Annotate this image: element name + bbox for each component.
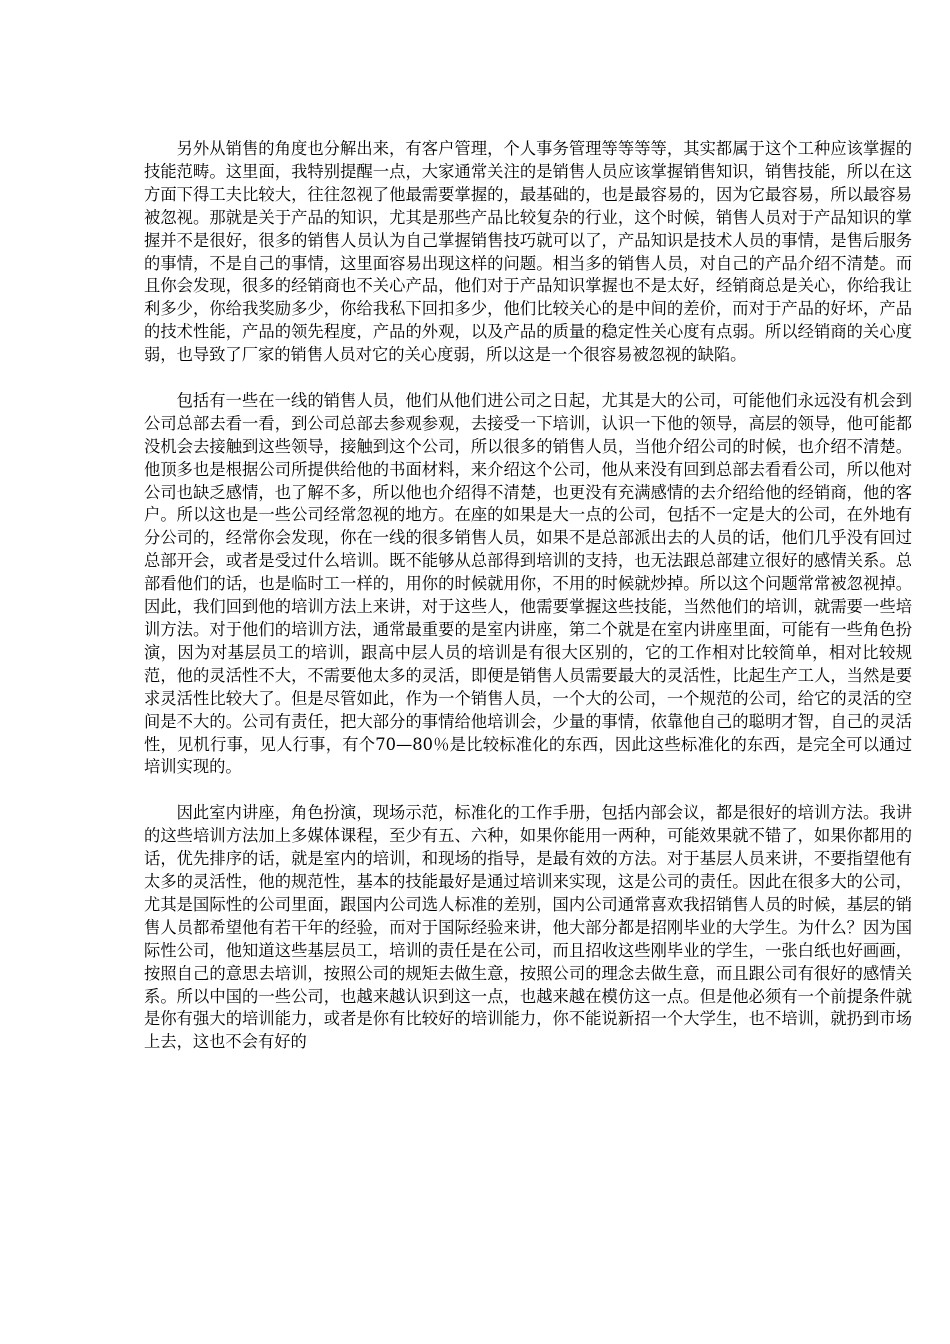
document-page (144, 138, 912, 1054)
paragraph-product-knowledge: 另外从销售的角度也分解出来，有客户管理，个人事务管理等等等等，其实都属于这个工种应该掌握的技能范畴。这里面，我特别提醒一点，大家通常关注的是销售人员应该掌握销售知识，销售技能，所以在这方面下得工夫比较大，往往忽视了他最需要掌握的，最基础的，也是最容易的，因为它最容易，所以最容易被忽视。那就是关于产品的知识，尤其是那些产品比较复杂的行业，这个时候，销售人员对于产品知识的掌握并不是很好，很多的销售人员认为自己掌握销售技巧就可以了，产品知识是技术人员的事情，是售后服务的事情，不是自己的事情，这里面容易出现这样的问题。相当多的销售人员，对自己的产品介绍不清楚。而且你会发现，很多的经销商也不关心产品，他们对于产品知识掌握也不是太好，经销商总是关心，你给我让利多少，你给我奖励多少，你给我私下回扣多少，他们比较关心的是中间的差价，而对于产品的好坏，产品的技术性能，产品的领先程度，产品的外观，以及产品的质量的稳定性关心度有点弱。所以经销商的关心度弱，也导致了厂家的销售人员对它的关心度弱，所以这是一个很容易被忽视的缺陷。 (144, 139, 912, 365)
paragraph-training-methods: 因此室内讲座，角色扮演，现场示范，标准化的工作手册，包括内部会议，都是很好的培训方法。我讲的这些培训方法加上多媒体课程，至少有五、六种，如果你能用一两种，可能效果就不错了，如果你都用的话，优先排序的话，就是室内的培训，和现场的指导，是最有效的方法。对于基层人员来讲，不要指望他有太多的灵活性，他的规范性，基本的技能最好是通过培训来实现，这是公司的责任。因此在很多大的公司，尤其是国际性的公司里面，跟国内公司选人标准的差别，国内公司通常喜欢我招销售人员的时候，基层的销售人员都希望他有若干年的经验，而对于国际经验来讲，他大部分都是招刚毕业的大学生。为什么？因为国际性公司，他知道这些基层员工，培训的责任是在公司，而且招收这些刚毕业的学生，一张白纸也好画画，按照自己的意思去培训，按照公司的规矩去做生意，按照公司的理念去做生意，而且跟公司有很好的感情关系。所以中国的一些公司，也越来越认识到这一点，也越来越在模仿这一点。但是他必须有一个前提条件就是你有强大的培训能力，或者是你有比较好的培训能力，你不能说新招一个大学生，也不培训，就扔到市场上去，这也不会有好的 (144, 803, 912, 1052)
paragraph-frontline-staff: 包括有一些在一线的销售人员，他们从他们进公司之日起，尤其是大的公司，可能他们永远没有机会到公司总部去看一看，到公司总部去参观参观，去接受一下培训，认识一下他的领导，高层的领导，他可能都没机会去接触到这些领导，接触到这个公司，所以很多的销售人员，当他介绍公司的时候，也介绍不清楚。他顶多也是根据公司所提供给他的书面材料，来介绍这个公司，他从来没有回到总部去看看公司，所以他对公司也缺乏感情，也了解不多，所以他也介绍得不清楚，也更没有充满感情的去介绍给他的经销商，他的客户。所以这也是一些公司经常忽视的地方。在座的如果是大一点的公司，包括不一定是大的公司，在外地有分公司的，经常你会发现，你在一线的很多销售人员，如果不是总部派出去的人员的话，他们几乎没有回过总部开会，或者是受过什么培训。既不能够从总部得到培训的支持，也无法跟总部建立很好的感情关系。总部看他们的话，也是临时工一样的，用你的时候就用你，不用的时候就炒掉。所以这个问题常常被忽视掉。因此，我们回到他的培训方法上来讲，对于这些人，他需要掌握这些技能，当然他们的培训，就需要一些培训方法。对于他们的培训方法，通常最重要的是室内讲座，第二个就是在室内讲座里面，可能有一些角色扮演，因为对基层员工的培训，跟高中层人员的培训是有很大区别的，它的工作相对比较简单，相对比较规范，他的灵活性不大，不需要他太多的灵活，即便是销售人员需要最大的灵活性，比起生产工人，当然是要求灵活性比较大了。但是尽管如此，作为一个销售人员，一个大的公司，一个规范的公司，给它的灵活的空间是不大的。公司有责任，把大部分的事情给他培训会，少量的事情，依靠他自己的聪明才智，自己的灵活性，见机行事，见人行事，有个70—80％是比较标准化的东西，因此这些标准化的东西，是完全可以通过培训实现的。 (144, 390, 912, 777)
